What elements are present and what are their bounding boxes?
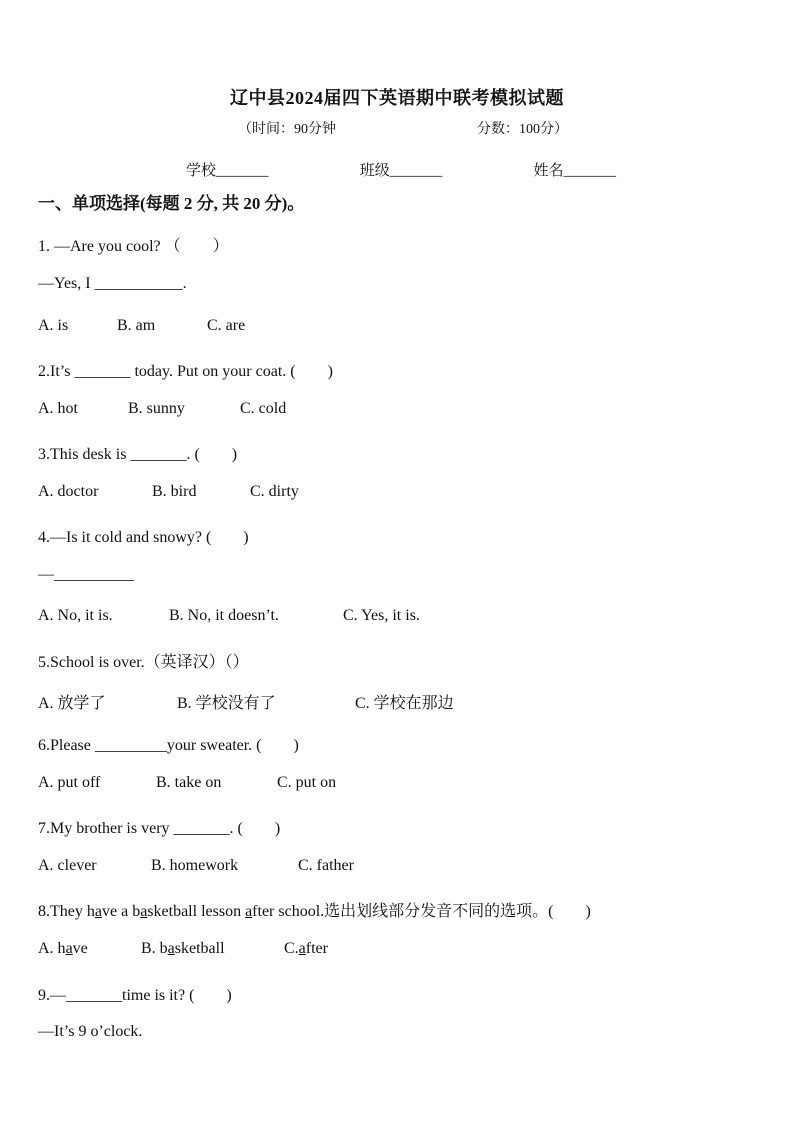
question-2-options [38, 400, 286, 418]
total-score: 分数：100分） [477, 122, 568, 137]
option-c: C. put on [277, 774, 337, 791]
question-3-options [38, 483, 299, 501]
option-b: B. basketball [141, 940, 225, 957]
question-7-stem: 7.My brother is very _______. ( ) [38, 820, 281, 837]
option-c: C.after [284, 940, 328, 957]
student-info [186, 159, 616, 180]
question-9-stem: 9.—_______time is it? ( ) [38, 987, 232, 1004]
question-8-options [38, 940, 328, 958]
option-b: B. take on [156, 774, 222, 791]
page-title: 辽中县2024届四下英语期中联考模拟试题 [230, 88, 564, 108]
option-a: A. 放学了 [38, 695, 106, 712]
option-c: C. dirty [250, 483, 299, 500]
question-1-options [38, 317, 245, 335]
question-4-options [38, 607, 420, 625]
option-a: A. is [38, 317, 69, 334]
question-5-options [38, 690, 454, 713]
question-9-answer-line: —It’s 9 o’clock. [38, 1023, 143, 1040]
question-5-stem: 5.School is over.（英译汉）（） [38, 654, 249, 671]
question-2-stem: 2.It’s _______ today. Put on your coat. ( ) [38, 363, 333, 380]
exam-meta [238, 118, 568, 138]
option-b: B. homework [151, 857, 239, 874]
question-1-stem: 1. —Are you cool? （ ） [38, 238, 229, 255]
option-a: A. put off [38, 774, 101, 791]
class-field: 班级_______ [359, 163, 443, 179]
option-b: B. am [117, 317, 156, 334]
option-a: A. hot [38, 400, 78, 417]
question-4-stem: 4.—Is it cold and snowy? ( ) [38, 529, 249, 546]
option-c: C. cold [240, 400, 287, 417]
name-field: 姓名_______ [533, 163, 616, 179]
time-limit: （时间：90分钟 [238, 122, 336, 137]
question-1-answer-line: —Yes, I ___________. [38, 275, 187, 292]
underlined-letter: a [245, 903, 253, 920]
school-field: 学校_______ [186, 163, 269, 179]
question-4-answer-line: —__________ [38, 566, 134, 583]
option-a: A. No, it is. [38, 607, 113, 624]
question-7-options [38, 857, 354, 875]
question-6-stem: 6.Please _________your sweater. ( ) [38, 737, 299, 754]
option-c: C. father [298, 857, 354, 874]
question-8-stem: 8.They have a basketball lesson after school.选出划线部分发音不同的选项。( ) [38, 903, 591, 920]
option-c: C. are [207, 317, 246, 334]
question-3-stem: 3.This desk is _______. ( ) [38, 446, 238, 463]
option-c: C. 学校在那边 [355, 695, 454, 712]
option-b: B. 学校没有了 [177, 695, 276, 712]
option-c: C. Yes, it is. [343, 607, 420, 624]
option-b: B. No, it doesn’t. [169, 607, 279, 624]
option-b: B. bird [152, 483, 197, 500]
option-a: A. clever [38, 857, 97, 874]
option-a: A. doctor [38, 483, 99, 500]
underlined-letter: a [140, 903, 148, 920]
underlined-letter: a [94, 903, 102, 920]
option-a: A. have [38, 940, 88, 957]
section-heading: 一、单项选择(每题 2 分, 共 20 分)。 [38, 194, 305, 213]
option-b: B. sunny [128, 400, 185, 417]
question-6-options [38, 774, 336, 792]
